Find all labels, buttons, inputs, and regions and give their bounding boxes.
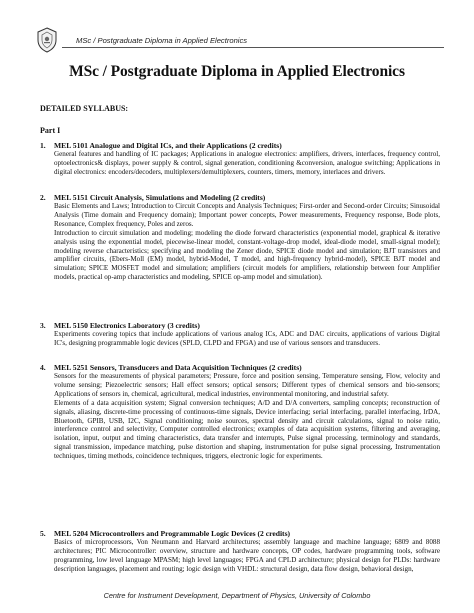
course-title: MEL 5251 Sensors, Transducers and Data Acquisition Techniques (2 credits) — [54, 363, 302, 372]
course-number: 1. — [40, 141, 46, 150]
detailed-syllabus-heading: DETAILED SYLLABUS: — [40, 104, 129, 113]
course-paragraph: Basics of microprocessors, Von Neumann and Harvard architectures; assembly language and machine language; 6809 and 8088 architectures; PIC Microcontroller: overview, structure and hardware concepts, OP codes, hardware programming tools, software programming, low level language MPASM; high level languages; FPGA and CPLD architecture; physical design for PLDs: hardware description languages, placement and routing; logic design with VHDL: structural design, data flow design, behavioral design, — [54, 538, 440, 573]
course-heading — [40, 193, 440, 202]
course-description — [40, 372, 440, 461]
course-paragraph: General features and handling of IC packages; Applications in analogue electronics: amplifiers, drivers, interfaces, frequency control, optoelectronics& displays, power supply & control, signal generation, conditioning &conversion, analogue switching; Applications in digital electronics: encoders/decoders, multiplexers/demultiplexers, counters, timers, memory, interlaces and drivers. — [54, 150, 440, 176]
course-title: MEL 5151 Circuit Analysis, Simulations and Modeling (2 credits) — [54, 193, 266, 202]
course-description — [40, 150, 440, 177]
course-description — [40, 202, 440, 282]
course-number: 5. — [40, 529, 46, 538]
course-title: MEL 5101 Analogue and Digital ICs, and their Applications (2 credits) — [54, 141, 282, 150]
course-description — [40, 330, 440, 348]
course-paragraph: Experiments covering topics that include applications of various analog ICs, ADC and DAC circuits, applications of various Digital IC's, designing programmable logic devices (SPLD, CLPD and FPGA) and use of various sensors and transducers. — [54, 330, 440, 347]
course-section — [40, 321, 440, 348]
course-paragraph: Basic Elements and Laws; Introduction to Circuit Concepts and Analysis Techniques; First-order and Second-order Circuits; Sinusoidal Analysis (Time domain and Frequency domain); Important power concepts, Power measurements, Frequency response, Bode plots, Resonance, Complex frequency, Poles and zeros. — [54, 202, 440, 228]
course-section — [40, 141, 440, 177]
course-paragraph: Introduction to circuit simulation and modeling; modeling the diode forward characteristics (exponential model, graphical & iterative analysis using the exponential model, piecewise-linear model, constant-voltage-drop model, ideal-diode model, small-signal model); modeling reverse characteristics; specifying and modeling the Zener diode, SPICE diode model and simulation; BJT transistors and amplifier circuits, (Ebers-Moll (EM) model, hybrid-Model, T model, and high-frequency hybrid-model), SPICE BJT model and simulation; SPICE MOSFET model and simulation; amplifiers (circuit models for amplifiers, relationship between four Amplifier models, practical op-amp characteristics and modeling, SPICE op-amp model and simulation). — [54, 228, 440, 282]
course-paragraph: Elements of a data acquisition system; Signal conversion techniques; A/D and D/A converters, sampling concepts; reconstruction of signals, aliasing, discrete-time processing of continuous-time signals, Device interfacing; serial interfacing, parallel interfacing, IrDA, Bluetooth, GPIB, USB, I2C, Signal conditioning; noise sources, spectral density and circuit calculations, signal to noise ratio, interference control and selectivity, Computer controlled electronics; examples of data acquisition systems, filtering and averaging, isolation, input, output and timing characteristics, data transfer and interrupts, Pulse signal processing, terminology and standards, signal transmission, impedance matching, pulse distortion and shaping, instrumentation for pulse signal processing, Instrumentation techniques, timing methods, coincidence techniques, triggers, electronic logic for experiments. — [54, 398, 440, 461]
course-heading — [40, 141, 440, 150]
course-heading — [40, 321, 440, 330]
course-section — [40, 529, 440, 574]
course-number: 4. — [40, 363, 46, 372]
university-crest-icon — [36, 27, 58, 53]
course-section — [40, 363, 440, 461]
header-divider — [62, 47, 444, 48]
page-title: MSc / Postgraduate Diploma in Applied Electronics — [69, 63, 405, 80]
course-title: MEL 5150 Electronics Laboratory (3 credits) — [54, 321, 200, 330]
course-number: 2. — [40, 193, 46, 202]
course-number: 3. — [40, 321, 46, 330]
course-title: MEL 5204 Microcontrollers and Programmable Logic Devices (2 credits) — [54, 529, 291, 538]
page-footer: Centre for Instrument Development, Department of Physics, University of Colombo — [103, 591, 371, 600]
running-header: MSc / Postgraduate Diploma in Applied Electronics — [76, 36, 248, 45]
course-heading — [40, 529, 440, 538]
course-section — [40, 193, 440, 282]
part-heading: Part I — [40, 126, 61, 135]
course-description — [40, 538, 440, 574]
course-paragraph: Sensors for the measurements of physical parameters; Pressure, force and position sensing, Temperature sensing, Flow, velocity and volume sensing; Piezoelectric sensors; Hall effect sensors; optical sensors; Different types of chemical sensors and bio-sensors; Applications of sensors in, chemical, agricultural, medical industries, environmental monitoring, and industrial safety. — [54, 372, 440, 398]
course-heading — [40, 363, 440, 372]
